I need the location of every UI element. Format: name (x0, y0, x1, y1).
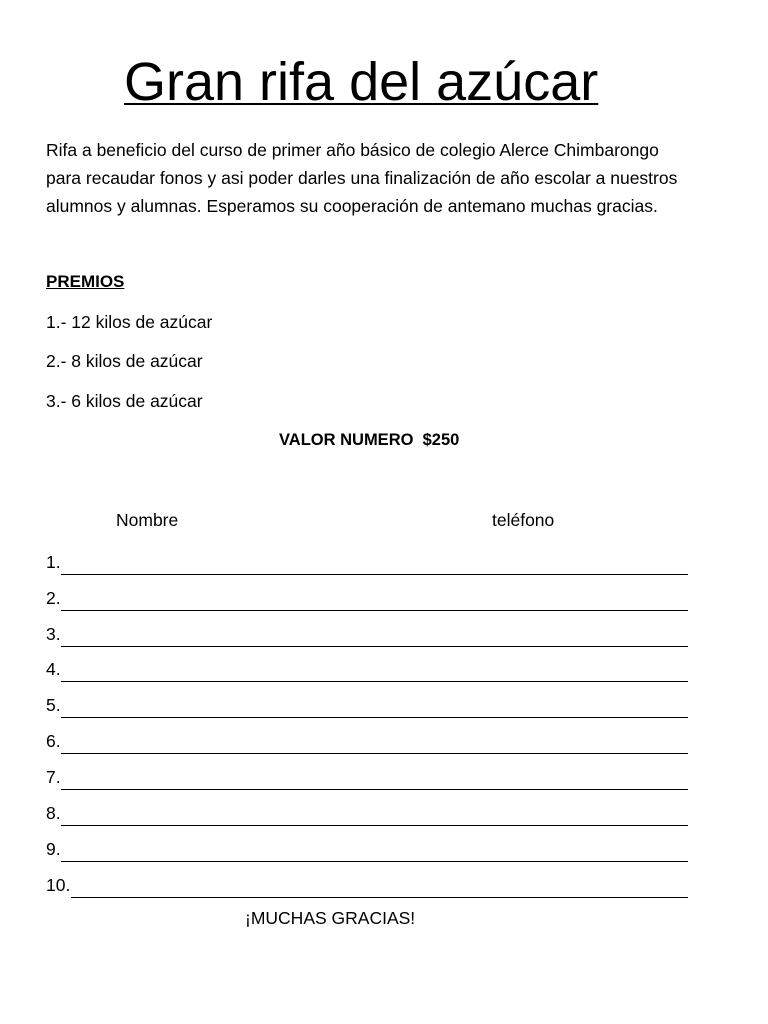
entry-blank-line[interactable] (61, 789, 688, 790)
entry-blank-line[interactable] (71, 897, 688, 898)
entry-row-6[interactable] (46, 727, 688, 751)
entry-row-8[interactable] (46, 799, 688, 823)
entry-blank-line[interactable] (61, 717, 688, 718)
entry-row-4[interactable] (46, 655, 688, 679)
page-title-text: Gran rifa del azúcar (124, 52, 599, 112)
entry-blank-line[interactable] (61, 753, 688, 754)
entry-row-9[interactable] (46, 835, 688, 859)
closing-thanks: ¡MUCHAS GRACIAS! (245, 908, 416, 928)
entry-number: 4. (46, 659, 61, 679)
entry-number: 3. (46, 624, 61, 644)
entry-number: 5. (46, 695, 61, 715)
entry-number: 2. (46, 588, 61, 608)
entry-blank-line[interactable] (61, 610, 688, 611)
entry-number: 6. (46, 731, 61, 751)
entry-row-3[interactable] (46, 620, 688, 644)
intro-paragraph (46, 136, 746, 220)
prize-item-1: 1.- 12 kilos de azúcar (46, 312, 213, 332)
ticket-price: VALOR NUMERO $250 (279, 431, 460, 449)
entry-number: 9. (46, 839, 61, 859)
entry-blank-line[interactable] (61, 646, 688, 647)
prize-item-3: 3.- 6 kilos de azúcar (46, 391, 203, 411)
entry-blank-line[interactable] (61, 681, 688, 682)
entry-blank-line[interactable] (61, 825, 688, 826)
entry-row-5[interactable] (46, 691, 688, 715)
entry-number: 1. (46, 552, 61, 572)
page-title (108, 50, 628, 114)
intro-line: Rifa a beneficio del curso de primer año básico de colegio Alerce Chimbarongo (46, 140, 659, 160)
premios-heading: PREMIOS (46, 272, 125, 291)
entry-row-1[interactable] (46, 548, 688, 572)
column-header-telefono: teléfono (492, 510, 555, 530)
entry-number: 7. (46, 767, 61, 787)
intro-line: para recaudar fonos y asi poder darles una finalización de año escolar a nuestros (46, 168, 678, 188)
intro-line: alumnos y alumnas. Esperamos su cooperación de antemano muchas gracias. (46, 196, 658, 216)
entry-blank-line[interactable] (61, 861, 688, 862)
prize-item-2: 2.- 8 kilos de azúcar (46, 351, 203, 371)
column-header-nombre: Nombre (116, 510, 179, 530)
entry-number: 8. (46, 803, 61, 823)
entry-blank-line[interactable] (61, 574, 688, 575)
entry-row-7[interactable] (46, 763, 688, 787)
entry-number: 10. (46, 875, 71, 895)
entry-row-2[interactable] (46, 584, 688, 608)
entry-row-10[interactable] (46, 871, 688, 895)
